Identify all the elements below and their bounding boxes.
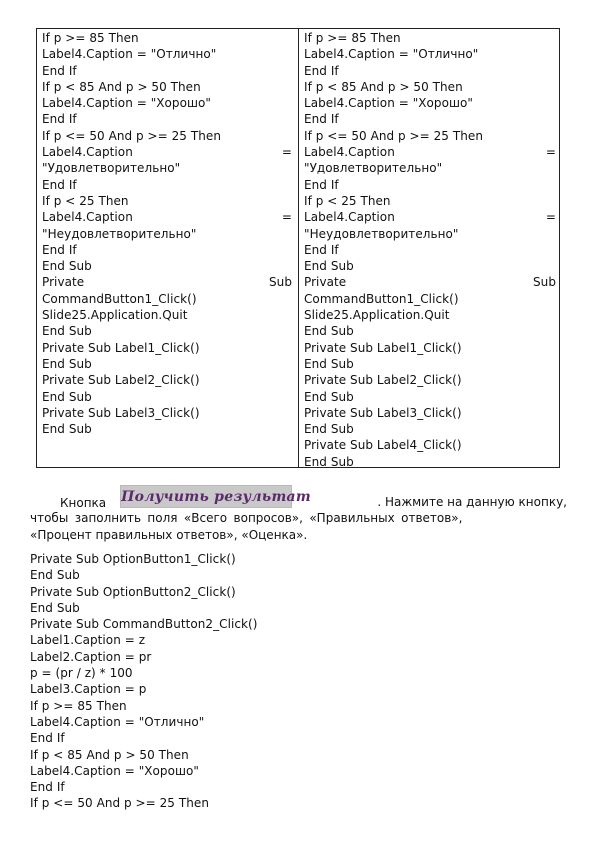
code-token: Label4.Caption [304,145,395,160]
code-line: CommandButton1_Click() [42,291,197,306]
code-line [42,209,292,225]
paragraph-line-1 [30,488,567,510]
code-line: If p < 85 And p > 50 Then [42,79,201,94]
code-token: = [545,145,556,160]
code-line: Private Sub Label2_Click() [304,373,462,388]
code-line: End Sub [304,389,354,404]
code-line: Private Sub CommandButton2_Click() [30,617,258,632]
code-line: End If [42,63,77,78]
code-line: End Sub [30,568,80,583]
code-token: = [545,210,556,225]
code-line: Label4.Caption = "Хорошо" [304,96,473,111]
code-line: If p >= 85 Then [30,698,127,713]
code-line: End If [304,242,339,257]
code-line: End Sub [304,356,354,371]
code-line: Private Sub Label2_Click() [42,373,200,388]
code-token: = [281,145,292,160]
code-column-right [304,30,556,470]
code-line: Private Sub Label3_Click() [304,405,462,420]
code-token: Label4.Caption [42,145,133,160]
code-line: Private Sub OptionButton1_Click() [30,552,236,566]
code-line: Slide25.Application.Quit [42,308,188,323]
code-line: End Sub [30,600,80,615]
code-line: End If [304,177,339,192]
code-line: If p <= 50 And p >= 25 Then [304,128,483,143]
code-line [42,144,292,160]
code-line: Slide25.Application.Quit [304,308,450,323]
code-listing [30,551,567,812]
code-line: Label4.Caption = "Отлично" [304,47,479,62]
code-line: Label4.Caption = "Отлично" [30,714,205,729]
code-line: End Sub [42,389,92,404]
code-line: If p <= 50 And p >= 25 Then [30,796,209,811]
code-line: If p <= 50 And p >= 25 Then [42,128,221,143]
code-line: End Sub [304,454,354,469]
code-line: End If [42,112,77,127]
code-line: End Sub [42,422,92,437]
paragraph-after-button: . Нажмите на данную кнопку, [377,495,567,509]
code-line: Label4.Caption = "Хорошо" [42,96,211,111]
code-token: Private [304,275,347,290]
code-token: = [281,210,292,225]
code-line: Private Sub Label1_Click() [304,340,462,355]
code-line: If p >= 85 Then [42,31,139,45]
code-line: End If [304,112,339,127]
code-token: Sub [533,275,556,290]
code-line: If p >= 85 Then [304,31,401,45]
code-line: "Неудовлетворительно" [42,226,197,241]
code-line [304,274,556,290]
code-line: Private Sub Label1_Click() [42,340,200,355]
code-line: Label1.Caption = z [30,633,146,648]
code-line: End If [42,177,77,192]
code-line: Label3.Caption = p [30,682,147,697]
get-result-button-image: Получить результат [120,485,292,508]
code-line: End If [42,242,77,257]
code-line: "Удовлетворительно" [304,161,443,176]
code-line [42,274,292,290]
code-line: End Sub [304,259,354,274]
code-line: End Sub [304,324,354,339]
code-comparison-table [36,28,560,468]
code-line: End If [30,731,65,746]
code-line: Label4.Caption = "Хорошо" [30,763,199,778]
code-line: If p < 85 And p > 50 Then [304,79,463,94]
code-line: End Sub [42,259,92,274]
code-column-left [42,30,292,437]
code-token: Sub [269,275,292,290]
code-line: "Удовлетворительно" [42,161,181,176]
code-line: Private Sub Label3_Click() [42,405,200,420]
paragraph-line-2: чтобы заполнить поля «Всего вопросов», «Правильных ответов», [30,511,463,526]
code-line: "Неудовлетворительно" [304,226,459,241]
instruction-paragraph [30,488,567,543]
code-line: If p < 25 Then [304,193,391,208]
button-word: Кнопка [60,495,107,510]
code-token: Label4.Caption [304,210,395,225]
code-line: End Sub [42,356,92,371]
code-line: If p < 25 Then [42,193,129,208]
code-line [304,144,556,160]
code-line [304,209,556,225]
code-line: If p < 85 And p > 50 Then [30,747,189,762]
code-line: Private Sub Label4_Click() [304,438,462,453]
code-line: End Sub [42,324,92,339]
code-token: Label4.Caption [42,210,133,225]
code-line: End If [30,780,65,795]
code-line: Label4.Caption = "Отлично" [42,47,217,62]
code-token: Private [42,275,85,290]
code-line: End Sub [304,422,354,437]
code-line: CommandButton1_Click() [304,291,459,306]
code-line: End If [304,63,339,78]
code-line: Label2.Caption = pr [30,649,152,664]
code-line: p = (pr / z) * 100 [30,666,133,681]
code-line: Private Sub OptionButton2_Click() [30,584,236,599]
table-column-divider [298,29,299,467]
paragraph-line-3: «Процент правильных ответов», «Оценка». [30,527,308,542]
